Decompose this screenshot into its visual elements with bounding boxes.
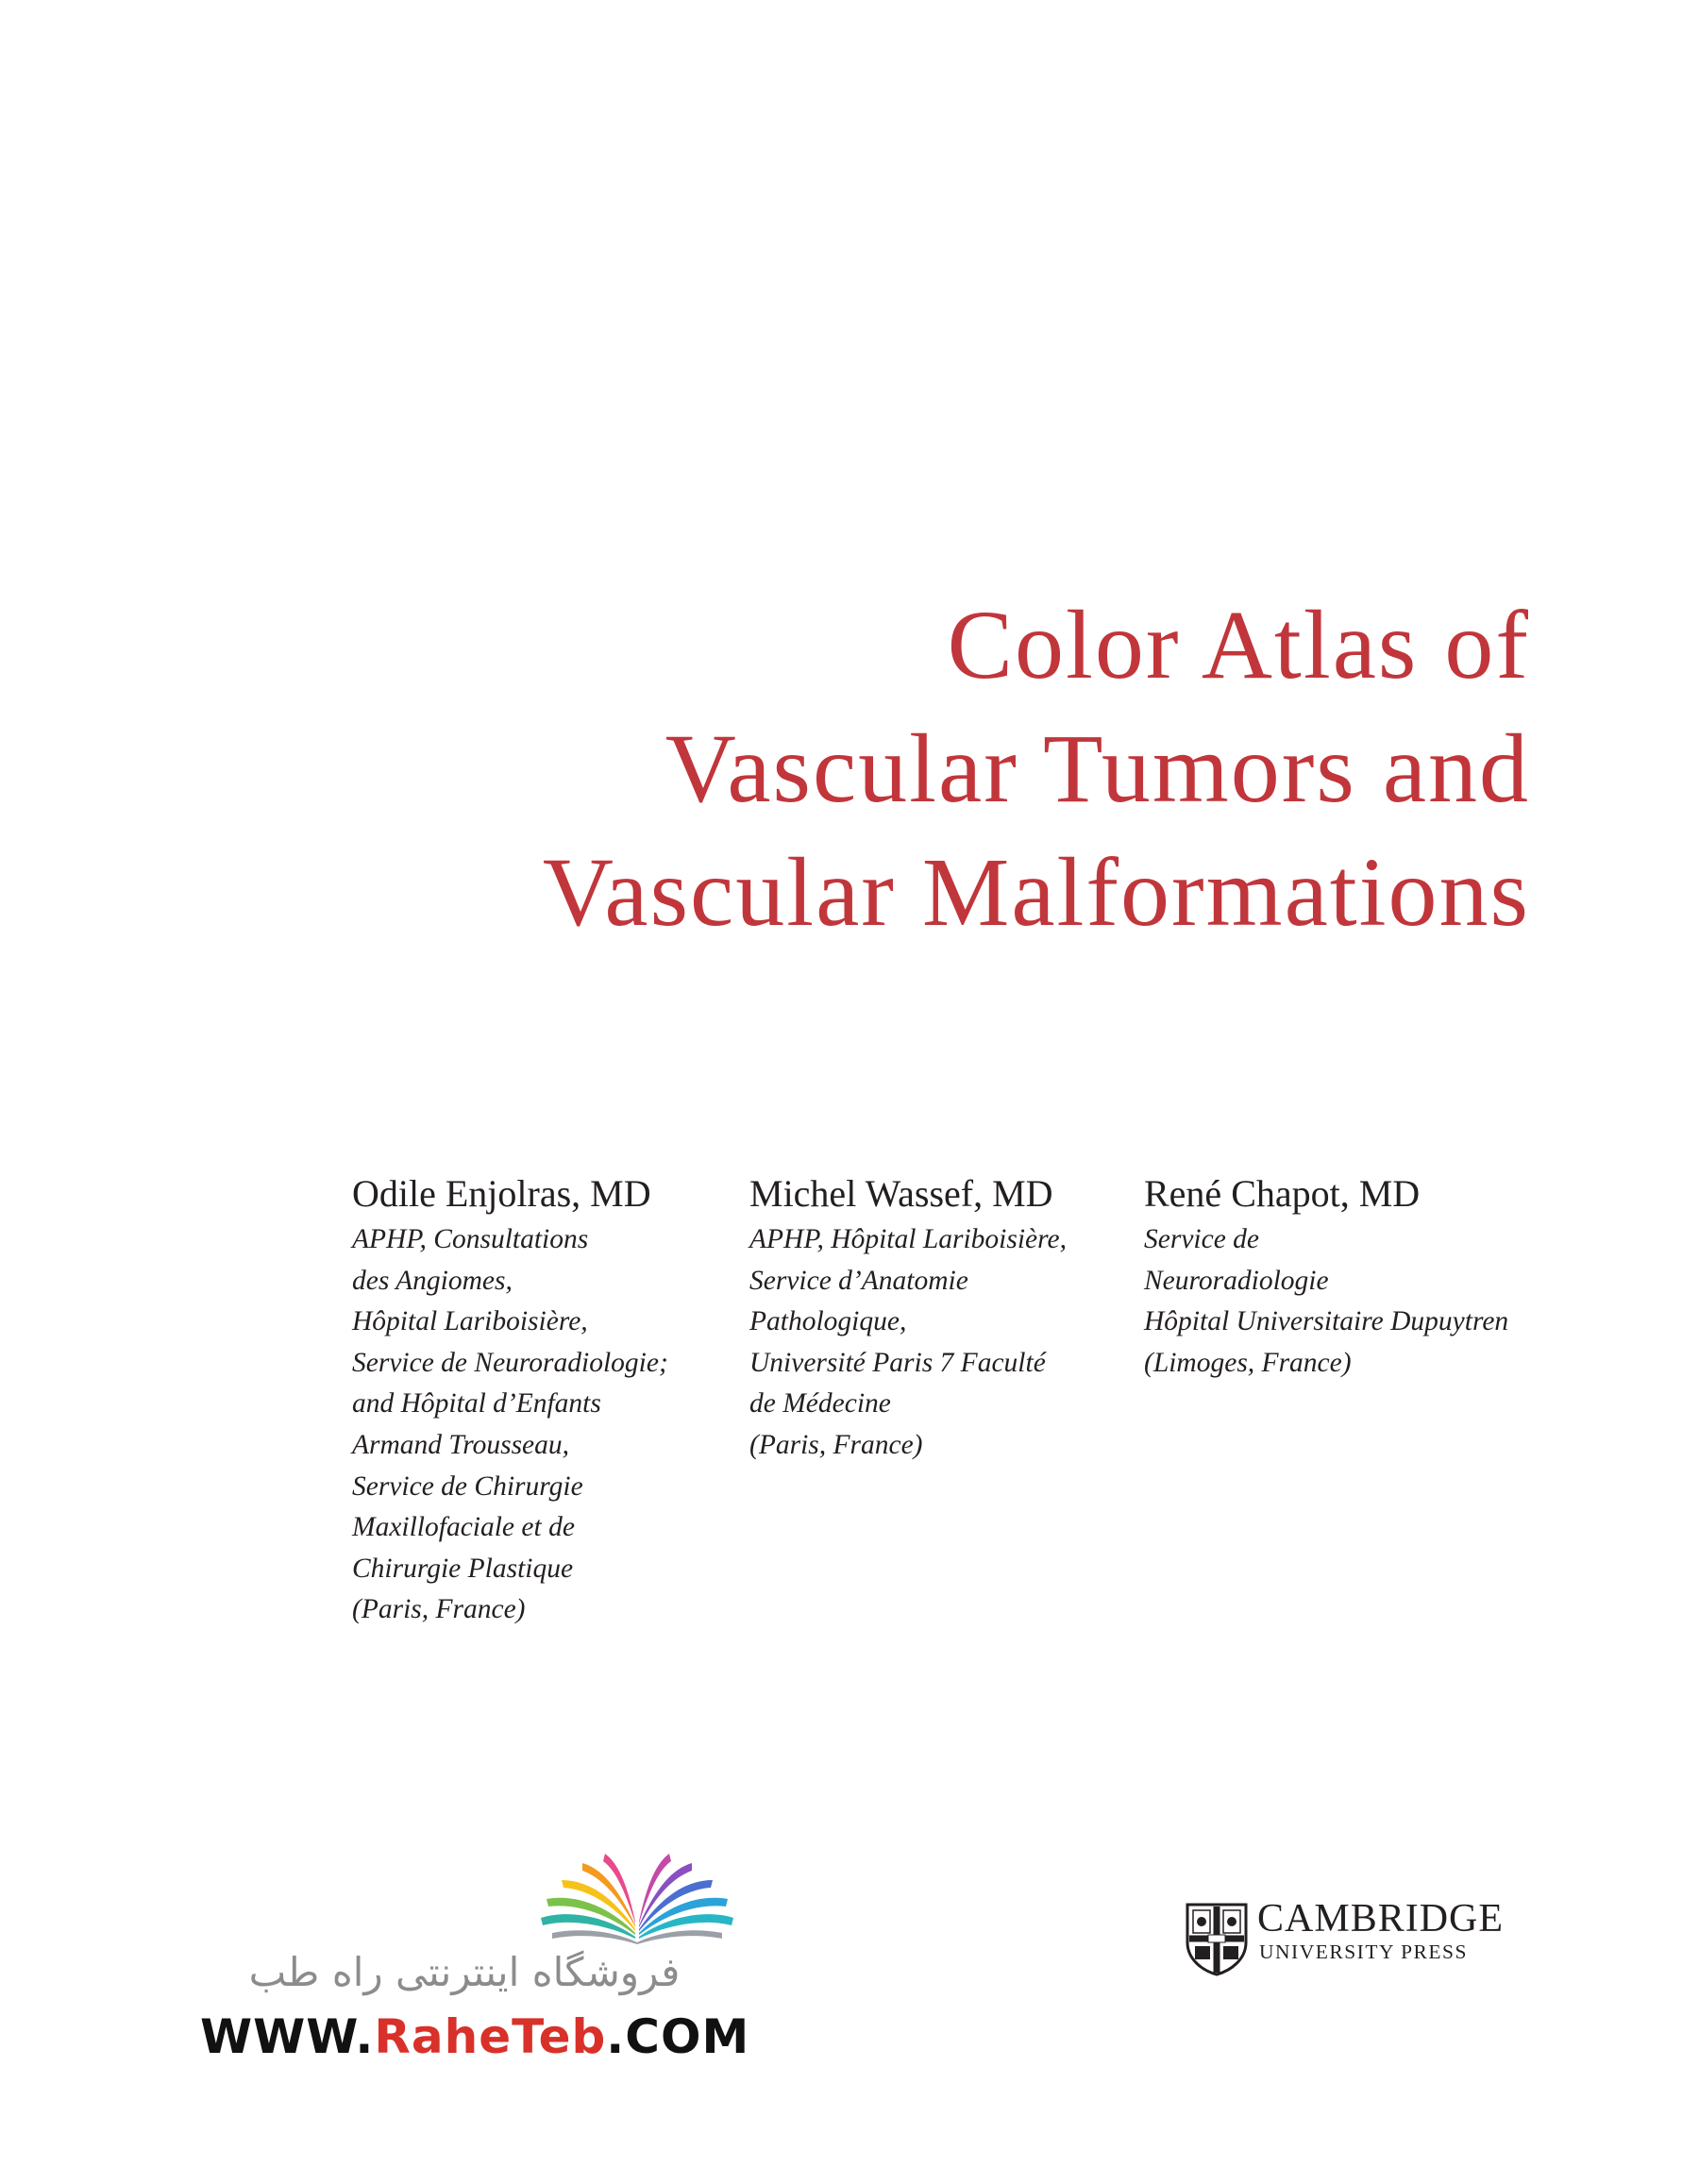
watermark-url xyxy=(200,2009,750,2064)
title-line-2: Vascular Tumors and xyxy=(664,714,1530,823)
title-line-3: Vascular Malformations xyxy=(542,838,1530,947)
author-name: Odile Enjolras, MD xyxy=(352,1172,651,1215)
affiliation-line: (Limoges, France) xyxy=(1144,1347,1352,1378)
affiliation-line: Service de xyxy=(1144,1224,1260,1254)
affiliation-line: Chirurgie Plastique xyxy=(352,1553,574,1584)
url-prefix: WWW. xyxy=(200,2009,375,2064)
affiliation-line: (Paris, France) xyxy=(352,1594,526,1625)
affiliation-line: de Médecine xyxy=(749,1388,891,1420)
author-block-enjolras xyxy=(352,1170,668,1631)
watermark xyxy=(189,1852,750,2064)
author-name: Michel Wassef, MD xyxy=(749,1172,1053,1215)
author-affiliation xyxy=(749,1219,1067,1467)
affiliation-line: Maxillofaciale et de xyxy=(352,1512,575,1543)
url-suffix: .COM xyxy=(606,2009,750,2064)
author-block-chapot xyxy=(1144,1170,1508,1384)
url-accent: RaheTeb xyxy=(374,2009,607,2064)
affiliation-line: Service de Neuroradiologie; xyxy=(352,1347,668,1378)
affiliation-line: des Angiomes, xyxy=(352,1265,513,1296)
affiliation-line: Service de Chirurgie xyxy=(352,1470,583,1502)
author-affiliation xyxy=(352,1219,668,1631)
affiliation-line: Neuroradiologie xyxy=(1144,1265,1329,1296)
open-book-rainbow-icon xyxy=(533,1852,741,1944)
affiliation-line: Armand Trousseau, xyxy=(352,1429,570,1460)
author-block-wassef xyxy=(749,1170,1067,1467)
affiliation-line: Université Paris 7 Faculté xyxy=(749,1347,1046,1378)
affiliation-line: APHP, Consultations xyxy=(352,1224,589,1254)
affiliation-line: APHP, Hôpital Lariboisière, xyxy=(749,1224,1067,1254)
book-title xyxy=(543,583,1530,954)
publisher-logo xyxy=(1184,1897,1533,1982)
author-affiliation xyxy=(1144,1219,1508,1384)
publisher-name: CAMBRIDGE xyxy=(1257,1897,1505,1940)
affiliation-line: (Paris, France) xyxy=(749,1429,923,1460)
author-name: René Chapot, MD xyxy=(1144,1172,1421,1215)
title-line-1: Color Atlas of xyxy=(947,591,1530,699)
cambridge-crest-icon xyxy=(1184,1901,1250,1976)
publisher-subtitle: UNIVERSITY PRESS xyxy=(1259,1940,1468,1963)
affiliation-line: Hôpital Universitaire Dupuytren xyxy=(1144,1306,1509,1337)
affiliation-line: Service d’Anatomie xyxy=(749,1265,968,1296)
affiliation-line: Pathologique, xyxy=(749,1306,907,1337)
watermark-persian-text: فروشگاه اینترنتی راه طب xyxy=(248,1949,681,1995)
affiliation-line: Hôpital Lariboisière, xyxy=(352,1306,588,1337)
affiliation-line: and Hôpital d’Enfants xyxy=(352,1388,601,1420)
